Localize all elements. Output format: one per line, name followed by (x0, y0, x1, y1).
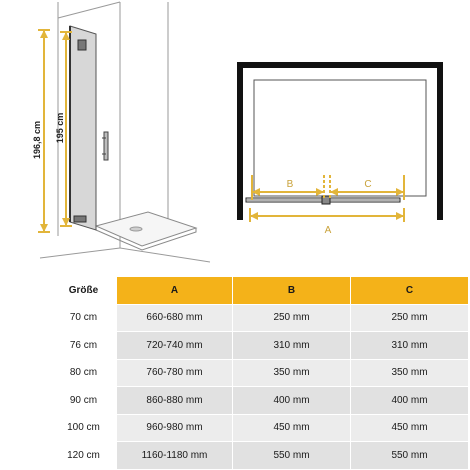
cell-size: 70 cm (51, 304, 117, 332)
cell-c: 310 mm (351, 332, 469, 360)
label-b: B (286, 179, 294, 190)
cell-a: 720-740 mm (117, 332, 233, 360)
cell-c: 450 mm (351, 414, 469, 442)
label-c: C (364, 179, 372, 190)
table-row (51, 442, 469, 470)
table-row (51, 332, 469, 360)
cell-c: 250 mm (351, 304, 469, 332)
cell-c: 550 mm (351, 442, 469, 470)
dimension-a (250, 208, 404, 222)
hinge-bottom (74, 216, 86, 222)
label-a: A (324, 225, 332, 236)
cell-a: 860-880 mm (117, 387, 233, 415)
shower-tray (96, 212, 196, 246)
top-view-plan (237, 62, 443, 220)
table-row (51, 304, 469, 332)
size-table (50, 276, 469, 470)
column-header-b: B (233, 277, 351, 305)
cell-b: 350 mm (233, 359, 351, 387)
glass-door (70, 26, 96, 230)
cell-c: 350 mm (351, 359, 469, 387)
table-header-row (51, 277, 469, 305)
cell-size: 120 cm (51, 442, 117, 470)
table-row (51, 359, 469, 387)
cell-a: 760-780 mm (117, 359, 233, 387)
cell-size: 80 cm (51, 359, 117, 387)
column-header-size: Größe (51, 277, 117, 305)
cell-a: 960-980 mm (117, 414, 233, 442)
door-handle (104, 132, 108, 160)
hinge-top (78, 40, 86, 50)
cell-b: 400 mm (233, 387, 351, 415)
cell-b: 450 mm (233, 414, 351, 442)
cell-b: 310 mm (233, 332, 351, 360)
cell-a: 660-680 mm (117, 304, 233, 332)
height-inner-label: 195 cm (55, 112, 65, 144)
drain (130, 227, 142, 231)
height-outer-label: 196,8 cm (32, 120, 42, 160)
table-row (51, 414, 469, 442)
tray-outline (254, 80, 426, 196)
cell-b: 250 mm (233, 304, 351, 332)
cell-a: 1160-1180 mm (117, 442, 233, 470)
column-header-a: A (117, 277, 233, 305)
cell-b: 550 mm (233, 442, 351, 470)
table-row (51, 387, 469, 415)
cell-size: 76 cm (51, 332, 117, 360)
cell-c: 400 mm (351, 387, 469, 415)
cell-size: 90 cm (51, 387, 117, 415)
cell-size: 100 cm (51, 414, 117, 442)
column-header-c: C (351, 277, 469, 305)
